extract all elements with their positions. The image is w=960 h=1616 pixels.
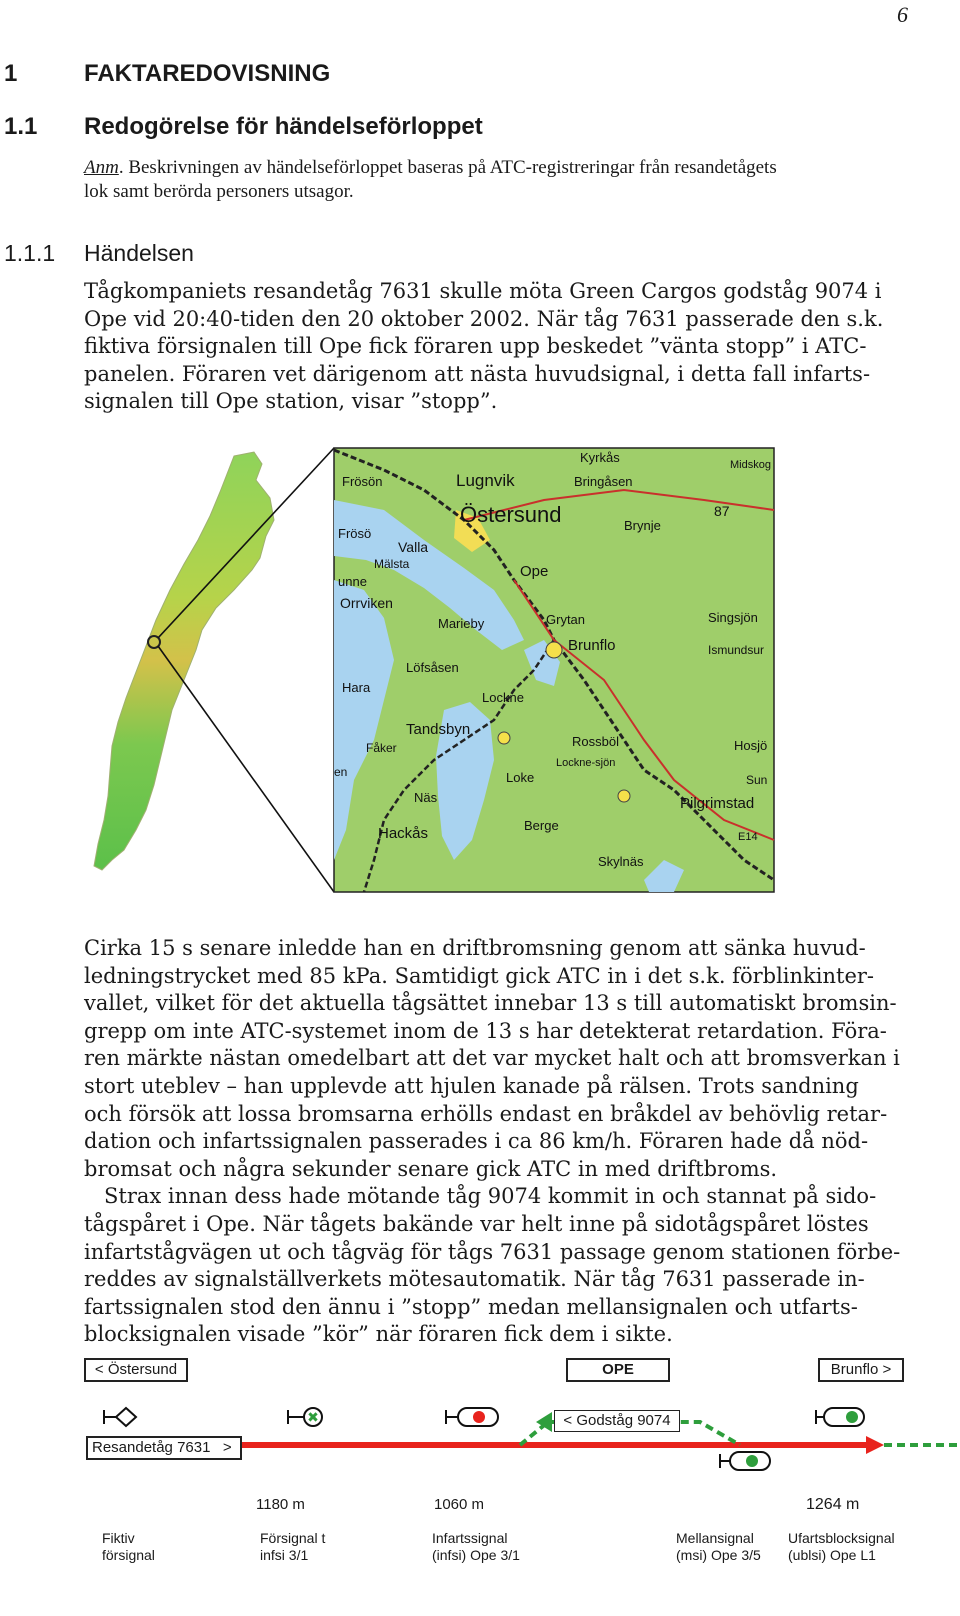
map-place-label: Bringåsen: [574, 474, 633, 489]
heading-3-title: Händelsen: [84, 240, 194, 266]
passenger-direction-arrow: [866, 1436, 884, 1454]
paragraph-1-line: Tågkompaniets resandetåg 7631 skulle möta Green Cargos godståg 9074 i: [84, 279, 882, 303]
paragraph-2-line: Cirka 15 s senare inledde han en driftbromsning genom att sänka huvud-: [84, 936, 866, 960]
map-place-label: Kyrkås: [580, 450, 620, 465]
paragraph-1-line: Ope vid 20:40-tiden den 20 oktober 2002. När tåg 7631 passerade den s.k.: [84, 306, 884, 331]
map-place-label: Skylnäs: [598, 854, 644, 869]
paragraph-2-line: reddes av signalställverkets mötesautomatik. När tåg 7631 passerade in-: [84, 1267, 865, 1292]
map-place-label: Ismundsur: [708, 643, 765, 657]
heading-1-number: 1: [4, 60, 18, 87]
map-place-label: Hackås: [378, 825, 429, 842]
signal-label-fiktiv: [102, 1530, 155, 1564]
sweden-silhouette: [94, 452, 274, 870]
heading-1-title: FAKTAREDOVISNING: [84, 60, 331, 87]
paragraph-2-line: tågspåret i Ope. När tågets bakände var helt inne på sidotågspåret löstes: [84, 1211, 869, 1236]
signal-label-line: Infartssignal: [432, 1530, 508, 1546]
heading-2: [4, 113, 483, 141]
map-place-label: Löfsåsen: [406, 660, 459, 675]
paragraph-1: [84, 278, 883, 416]
paragraph-1-line: panelen. Föraren vet därigenom att nästa huvudsignal, i detta fall infarts-: [84, 361, 871, 386]
heading-3-number: 1.1.1: [4, 240, 56, 266]
signal-label-line: (msi) Ope 3/5: [676, 1547, 761, 1563]
paragraph-2-line: infartstågvägen ut och tågväg för tågs 7631 passage genom stationen förbe-: [84, 1239, 901, 1264]
paragraph-2-line: grepp om inte ATC-systemet inom de 13 s har detekterat retardation. Föra-: [84, 1018, 887, 1043]
station-box: OPE: [566, 1358, 670, 1382]
note-line-1: . Beskrivningen av händelseförloppet baseras på ATC-registreringar från resandetågets: [118, 157, 777, 178]
map-place-label: Frösö: [338, 526, 372, 541]
paragraph-2-line: bromsat och några sekunder senare gick ATC in med driftbroms.: [84, 1156, 778, 1181]
paragraph-2-line: och försök att lossa bromsarna erhölls endast en bråkdel av behövlig retar-: [84, 1101, 888, 1126]
map-place-label: Singsjön: [708, 610, 758, 625]
freight-train-label: < Godståg 9074: [554, 1410, 680, 1432]
map-place-label: Hosjö: [734, 738, 768, 753]
map-place-label: Lockne: [482, 690, 524, 705]
heading-2-title: Redogörelse för händelseförloppet: [84, 113, 483, 140]
page-number: 6: [897, 2, 908, 27]
paragraph-2-line: ren märkte nästan omedelbart att det var mycket halt och att bromsverkan i: [84, 1046, 900, 1071]
fiktiv-forsignal-icon: [104, 1408, 136, 1426]
signal-label-infartssignal: [432, 1530, 520, 1564]
paragraph-2-line: Strax innan dess hade mötande tåg 9074 kommit in och stannat på sido-: [84, 1184, 877, 1209]
heading-2-number: 1.1: [4, 113, 38, 140]
map-place-label: Tandsbyn: [406, 721, 471, 738]
mellansignal-icon: [720, 1452, 770, 1470]
ostersund-box: < Östersund: [84, 1358, 188, 1382]
paragraph-2-line: ledningstrycket med 85 kPa. Samtidigt gick ATC in i det s.k. förblinkinter-: [84, 963, 875, 988]
svg-text:✖: ✖: [307, 1409, 319, 1425]
map-place-label: Fåker: [366, 741, 397, 755]
note-line-2: lok samt berörda personers utsagor.: [84, 181, 354, 202]
map-place-label: Brynje: [624, 518, 661, 533]
map-place-label: Orrviken: [340, 595, 393, 611]
map-place-label: Grytan: [546, 612, 586, 627]
map-place-label: Östersund: [460, 502, 562, 527]
signal-label-line: (infsi) Ope 3/1: [432, 1547, 520, 1563]
signal-label-line: (ublsi) Ope L1: [788, 1547, 876, 1563]
map-place-label: unne: [338, 574, 367, 589]
paragraph-2-line: dation och infartssignalen passerades i ca 86 km/h. Föraren hade då nöd-: [84, 1129, 869, 1154]
map-place-label: Näs: [414, 790, 438, 805]
heading-3: [4, 240, 194, 267]
map-place-label: Loke: [506, 770, 535, 785]
map-place-label: Brunflo: [568, 637, 616, 654]
signal-label-line: infsi 3/1: [260, 1547, 309, 1563]
track-svg: [0, 1352, 960, 1512]
map-place-label: Mälsta: [374, 557, 410, 571]
track-diagram: [0, 1352, 960, 1616]
freight-direction-arrow: [536, 1412, 552, 1432]
brunflo-box: Brunflo >: [818, 1358, 904, 1382]
map-place-label: Valla: [398, 539, 429, 555]
map-svg: [84, 440, 804, 920]
map-place-label: Midskog: [730, 459, 771, 471]
passenger-train-label: Resandetåg 7631 >: [86, 1436, 242, 1460]
map-place-label: Lugnvik: [456, 471, 515, 490]
note-prefix: Anm: [84, 157, 119, 178]
distance-label: 1180 m: [256, 1496, 305, 1513]
signal-label-line: Fiktiv: [102, 1530, 135, 1546]
map-place-label: Hara: [342, 680, 371, 695]
utfartsblocksignal-icon: [816, 1408, 864, 1426]
map-place-label: en: [334, 765, 348, 779]
paragraph-2-line: blocksignalen visade ”kör” när föraren fick dem i sikte.: [84, 1322, 673, 1347]
map-place-label: Lockne-sjön: [556, 757, 616, 769]
map-place-label: E14: [738, 831, 758, 843]
signal-label-mellansignal: [676, 1530, 761, 1564]
paragraph-1-line: signalen till Ope station, visar ”stopp”.: [84, 389, 498, 414]
map-figure: [84, 440, 804, 920]
map-place-label: Pilgrimstad: [680, 795, 755, 812]
note-paragraph: [84, 156, 914, 204]
map-place-label: Sun: [746, 773, 768, 787]
paragraph-1-line: fiktiva försignalen till Ope fick föraren upp beskedet ”vänta stopp” i ATC-: [84, 334, 867, 359]
pointer-line: [158, 646, 334, 892]
map-place-label: Marieby: [438, 616, 485, 631]
paragraph-2: [84, 935, 900, 1349]
distance-label: 1264 m: [806, 1496, 860, 1513]
forsignal-icon: [288, 1408, 322, 1426]
signal-label-line: Ufartsblocksignal: [788, 1530, 895, 1546]
signal-label-line: Försignal t: [260, 1530, 326, 1546]
map-place-label: Ope: [520, 563, 549, 580]
paragraph-2-line: stort uteblev – han upplevde att hjulen kanade på rälsen. Trots sandning: [84, 1073, 859, 1098]
distance-label: 1060 m: [434, 1496, 485, 1513]
map-place-label: Rossböl: [572, 734, 619, 749]
paragraph-2-line: vallet, vilket för det aktuella tågsättet innebar 13 s till automatiskt bromsin-: [84, 991, 897, 1016]
map-place-label: Berge: [524, 818, 559, 833]
heading-1: [4, 60, 330, 88]
map-place-label: 87: [714, 503, 730, 519]
paragraph-2-line: fartssignalen stod den ännu i ”stopp” medan mellansignalen och utfarts-: [84, 1294, 858, 1319]
signal-label-utfartsblocksignal: [788, 1530, 895, 1564]
infartssignal-icon: [446, 1408, 498, 1426]
signal-label-forsignal: [260, 1530, 325, 1564]
signal-label-line: försignal: [102, 1547, 155, 1563]
map-place-label: Frösön: [342, 474, 383, 489]
signal-label-line: Mellansignal: [676, 1530, 754, 1546]
